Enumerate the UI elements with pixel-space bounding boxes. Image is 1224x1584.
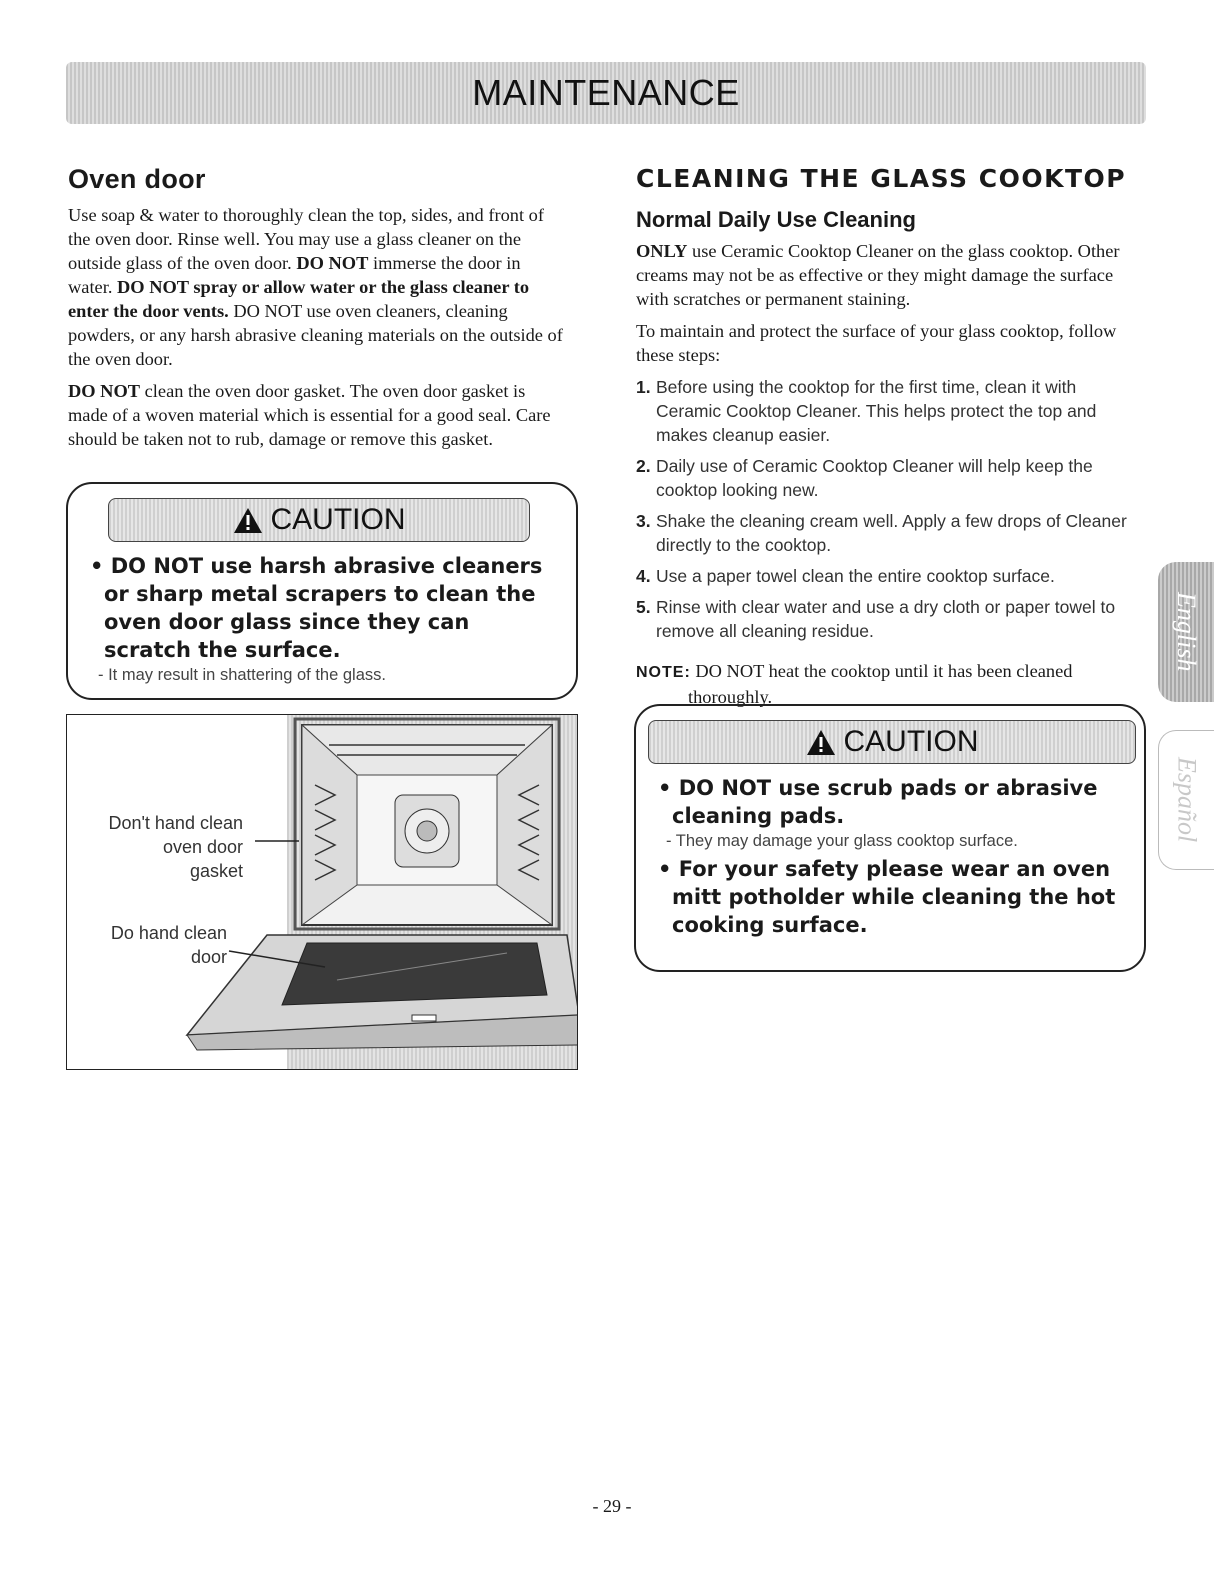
oven-door-heading: Oven door [68,164,206,194]
step-item [636,564,1146,588]
note-label: NOTE: [636,664,691,681]
caution-subnote: - It may result in shattering of the glass. [98,666,386,684]
oven-door-section [68,164,568,459]
oven-drawing [67,715,578,1070]
caution-subnote: - They may damage your glass cooktop surface. [666,832,1018,850]
step-item [636,375,1146,447]
text-run: DO NOT use oven cleaners, cleaning powders, or any harsh abrasive cleaning materials on the outside of the oven door. [68,301,563,369]
step-number: 4. [636,566,651,586]
tab-espanol[interactable] [1158,730,1214,870]
oven-door-paragraph-2 [68,379,568,451]
caution-header [108,498,530,542]
oven-illustration [66,714,578,1070]
caution-title: CAUTION [270,503,406,536]
step-item [636,509,1146,557]
label-gasket: Don't hand clean oven door gasket [108,813,243,881]
tab-espanol-label: Español [1172,757,1202,843]
tab-english[interactable] [1158,562,1214,702]
step-item [636,595,1146,643]
note-text-continued: thoroughly. [688,687,773,707]
bold-run: DO NOT spray or allow water or the glass cleaner to enter the door vents. [68,277,530,321]
step-item [636,454,1146,502]
caution-box-oven-door [66,482,578,700]
warning-triangle-icon [806,728,836,756]
section-banner [66,62,1146,124]
step-text: Use a paper towel clean the entire cooktop surface. [656,566,1055,586]
step-text: Shake the cleaning cream well. Apply a few drops of Cleaner directly to the cooktop. [656,511,1127,555]
banner-title: MAINTENANCE [472,72,740,113]
text-run: immerse the door in water. [68,253,521,297]
oven-door-paragraph-1 [68,203,568,371]
step-number: 3. [636,511,651,531]
cooktop-subheading: Normal Daily Use Cleaning [636,207,916,232]
cleaning-steps-list [636,375,1146,643]
page-number: - 29 - [592,1496,632,1516]
warning-triangle-icon [233,506,263,534]
text-run: clean the oven door gasket. The oven door gasket is made of a woven material which is essential for a good seal. Care should be taken not to rub, damage or remove this gasket. [68,381,551,449]
step-text: Before using the cooktop for the first time, clean it with Ceramic Cooktop Cleaner. This helps protect the top and makes cleanup easier. [656,377,1097,445]
caution-bullet-1: • DO NOT use scrub pads or abrasive cleaning pads. [658,776,1098,828]
caution-header [648,720,1136,764]
step-number: 5. [636,597,651,617]
step-number: 2. [636,456,651,476]
tab-english-label: English [1172,592,1201,672]
bold-run: DO NOT [68,381,141,401]
step-text: Rinse with clear water and use a dry cloth or paper towel to remove all cleaning residue. [656,597,1116,641]
caution-title: CAUTION [843,725,979,758]
caution-box-cooktop [634,704,1146,972]
text-run: Use soap & water to thoroughly clean the top, sides, and front of the oven door. Rinse well. You may use a glass cleaner on the outside glass of the oven door. [68,205,545,273]
step-text: Daily use of Ceramic Cooktop Cleaner will help keep the cooktop looking new. [656,456,1093,500]
bold-run: DO NOT [296,253,369,273]
step-number: 1. [636,377,651,397]
cooktop-paragraph-2: To maintain and protect the surface of your glass cooktop, follow these steps: [636,321,1117,365]
cooktop-heading: CLEANING THE GLASS COOKTOP [636,164,1127,193]
note [636,659,1146,709]
label-door: Do hand clean door [110,923,227,967]
note-text: DO NOT heat the cooktop until it has been cleaned [690,661,1073,681]
glass-cooktop-section [636,164,1146,709]
paragraph-1-rest: use Ceramic Cooktop Cleaner on the glass cooktop. Other creams may not be as effective or they might damage the surface with scratches or permanent staining. [636,241,1120,309]
caution-bullet: • DO NOT use harsh abrasive cleaners or sharp metal scrapers to clean the oven door glass since they can scratch the surface. [90,554,543,662]
cooktop-paragraph-1 [636,239,1146,311]
only-bold: ONLY [636,241,688,261]
caution-bullet-2: • For your safety please wear an oven mitt potholder while cleaning the hot cooking surface. [658,857,1116,937]
